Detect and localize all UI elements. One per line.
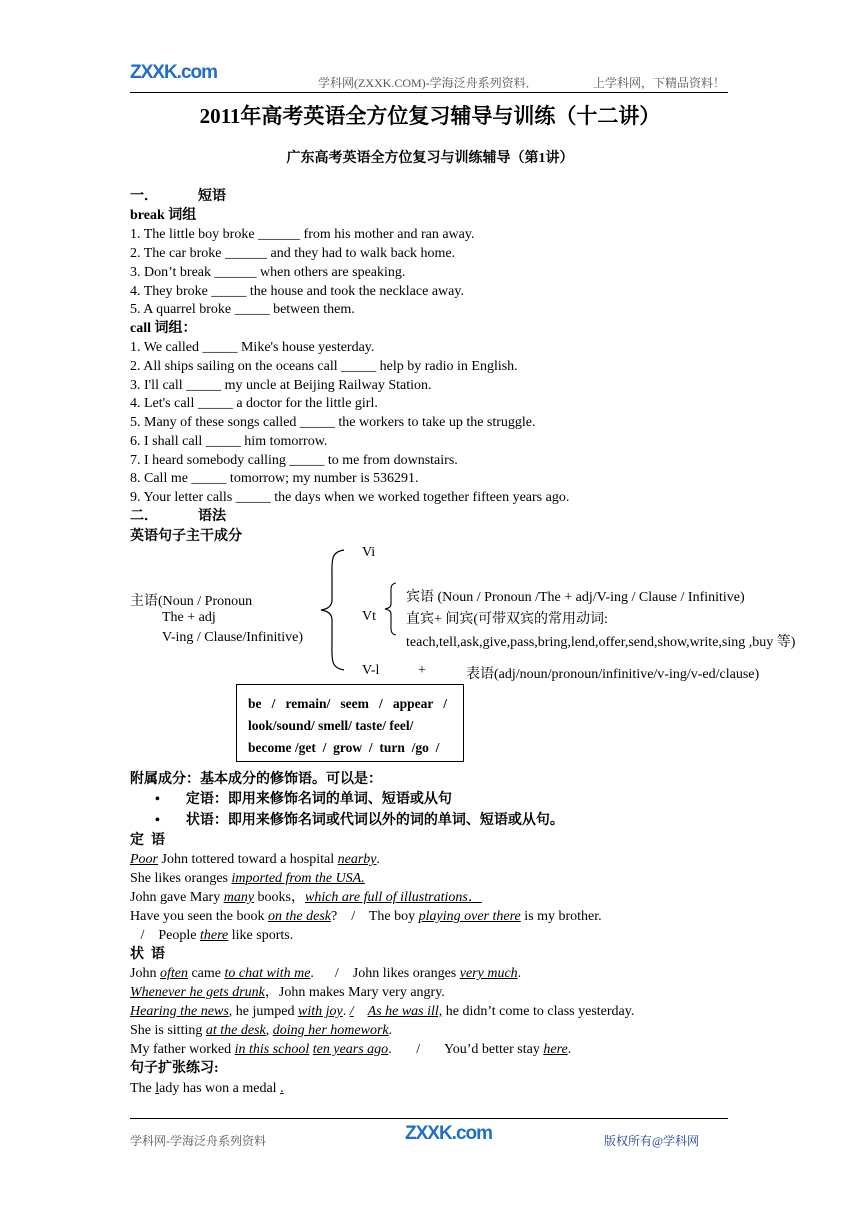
attr-underline: Poor [130,852,158,867]
attr-underline: many [223,890,255,905]
call-item: 9. Your letter calls _____ the days when we worked together fifteen years ago. [130,490,570,505]
adv-underline: Whenever he gets drunk [130,985,265,1000]
attributive-example [130,851,380,869]
attr-underline: there [200,928,229,943]
text-run: came [187,966,225,981]
adv-underline: ten years ago [312,1042,389,1057]
bullet-text: 定语：即用来修饰名词的单词、短语或从句 [185,792,452,807]
text-run: he didn’t come to class yesterday. [442,1004,635,1019]
text-run: ady has won a medal [159,1081,281,1096]
adv-underline: / [349,1004,354,1019]
diagram-object-1: 宾语 (Noun / Pronoun /The + adj/V-ing / Clause / Infinitive) [406,590,745,605]
expand-underline: . [280,1081,284,1096]
text-run: ? / The boy [331,909,419,924]
call-item: 2. All ships sailing on the oceans call _____ help by radio in English. [130,359,518,374]
adverbial-example [130,984,445,1002]
text-run: . / John likes oranges [310,966,460,981]
adv-underline: here [543,1042,568,1057]
bullet-dot: • [155,813,160,828]
diagram-vi: Vi [362,545,376,560]
call-item: 6. I shall call _____ him tomorrow. [130,434,328,449]
call-item: 5. Many of these songs called _____ the workers to take up the struggle. [130,415,536,430]
linking-verbs-box [236,684,464,762]
text-run [354,1004,368,1019]
diagram-brace-small [383,581,399,637]
call-item: 8. Call me _____ tomorrow; my number is 536291. [130,471,419,486]
expand-heading: 句子扩张练习: [130,1061,219,1076]
header-logo [130,62,217,84]
adverbial-example [130,1041,571,1059]
logo-mark: ZXXK.com [405,1123,493,1144]
diagram-subject-3: V-ing / Clause/Infinitive) [162,630,304,645]
attributive-example [130,927,293,945]
attributive-example [130,908,602,926]
attributive-example [130,889,482,907]
attr-underline: imported from the USA. [231,871,365,886]
header-center-text: 学科网(ZXXK.COM)-学海泛舟系列资料． [318,76,538,90]
adv-underline: very much [459,966,518,981]
bullet-item [155,812,564,830]
footer-logo [405,1123,492,1145]
text-run: . [517,966,522,981]
footer-right-text: 版权所有@学科网 [604,1134,700,1148]
text-run: John gave Mary [130,890,224,905]
adverbial-example [130,1003,634,1021]
section1-num: 一． [130,189,158,204]
text-run: . [376,852,381,867]
adv-underline: to chat with me [224,966,311,981]
attached-title: 附属成分：基本成分的修饰语。可以是： [130,772,382,787]
text-run: The [130,1081,156,1096]
text-run: like sports. [228,928,294,943]
page-title: 2011年高考英语全方位复习辅导与训练（十二讲） [199,104,661,128]
text-run: . / You’d better stay [388,1042,544,1057]
text-run: John [130,966,160,981]
section2-subheading: 英语句子主干成分 [130,529,242,544]
section1-title: 短语 [198,189,226,204]
bullet-text: 状语：即用来修饰名词或代词以外的词的单词、短语或从句。 [185,813,564,828]
footer-rule [130,1118,728,1119]
section1-heading [130,188,226,206]
text-run: John tottered toward a hospital [158,852,338,867]
adv-underline: As he was ill, [367,1004,443,1019]
text-run: Have you seen the book [130,909,269,924]
linking-verbs-line: become /get / grow / turn /go / [248,740,440,755]
footer-left-text: 学科网-学海泛舟系列资料 [130,1134,266,1148]
diagram-object-2: 直宾+ 间宾(可带双宾的常用动词: [406,612,608,627]
adverbial-heading: 状 语 [130,947,165,962]
break-item: 1. The little boy broke ______ from his mother and ran away. [130,227,475,242]
section2-title: 语法 [198,509,226,524]
attr-underline: nearby [337,852,377,867]
call-heading: call 词组： [130,321,197,336]
expand-underline: l [155,1081,160,1096]
adv-underline: often [159,966,188,981]
adv-underline: Hearing the news [130,1004,229,1019]
header-rule [130,92,728,93]
call-item: 3. I'll call _____ my uncle at Beijing Railway Station. [130,378,432,393]
attr-underline: on the desk [268,909,332,924]
bullet-dot: • [155,792,160,807]
text-run: My father worked [130,1042,235,1057]
text-run: . [567,1042,572,1057]
break-item: 4. They broke _____ the house and took the necklace away. [130,284,464,299]
call-item: 1. We called _____ Mike's house yesterday. [130,340,375,355]
call-item: 4. Let's call _____ a doctor for the little girl. [130,396,378,411]
section2-heading [130,508,226,526]
text-run: / People [130,928,200,943]
diagram-brace-large [318,548,348,672]
linking-verbs-line: look/sound/ smell/ taste/ feel/ [248,718,414,733]
adv-underline: with joy [297,1004,343,1019]
header-right-text: 上学科网，下精品资料！ [593,76,726,90]
break-item: 3. Don’t break ______ when others are speaking. [130,265,406,280]
break-item: 5. A quarrel broke _____ between them. [130,302,355,317]
attributive-example [130,870,365,888]
text-run: books， [254,890,305,905]
page-subtitle: 广东高考英语全方位复习与训练辅导（第1讲） [286,151,574,166]
text-run: , [265,1023,273,1038]
expand-sentence [130,1080,284,1098]
adverbial-example [130,1022,392,1040]
adverbial-example [130,965,521,983]
diagram-subject-1: 主语(Noun / Pronoun [130,594,253,609]
linking-verbs-line: be / remain/ seem / appear / [248,696,447,711]
break-heading: break 词组 [130,208,197,223]
adv-underline: doing her homework [272,1023,389,1038]
text-run: is my brother. [520,909,602,924]
break-item: 2. The car broke ______ and they had to walk back home. [130,246,456,261]
diagram-subject-2: The + adj [162,610,216,625]
text-run: She is sitting [130,1023,206,1038]
call-item: 7. I heard somebody calling _____ to me from downstairs. [130,453,458,468]
attr-underline: which are full of illustrations． [304,890,482,905]
text-run: She likes oranges [130,871,232,886]
logo-mark: ZXXK.com [130,62,218,83]
diagram-vt: Vt [362,609,376,624]
text-run: . [342,1004,350,1019]
text-run: , he jumped [228,1004,298,1019]
attributive-heading: 定 语 [130,833,165,848]
bullet-item [155,791,452,809]
section2-num: 二． [130,509,158,524]
diagram-plus: + [418,663,426,678]
text-run: ，John makes Mary very angry. [264,985,445,1000]
diagram-predicative: 表语(adj/noun/pronoun/infinitive/v-ing/v-ed/clause) [466,667,760,682]
attr-underline: playing over there [418,909,521,924]
adv-underline: at the desk [205,1023,266,1038]
diagram-object-3: teach,tell,ask,give,pass,bring,lend,offer,send,show,write,sing ,buy 等) [406,635,796,650]
diagram-vl: V-l [362,663,380,678]
text-run: . [388,1023,393,1038]
adv-underline: in this school [234,1042,310,1057]
